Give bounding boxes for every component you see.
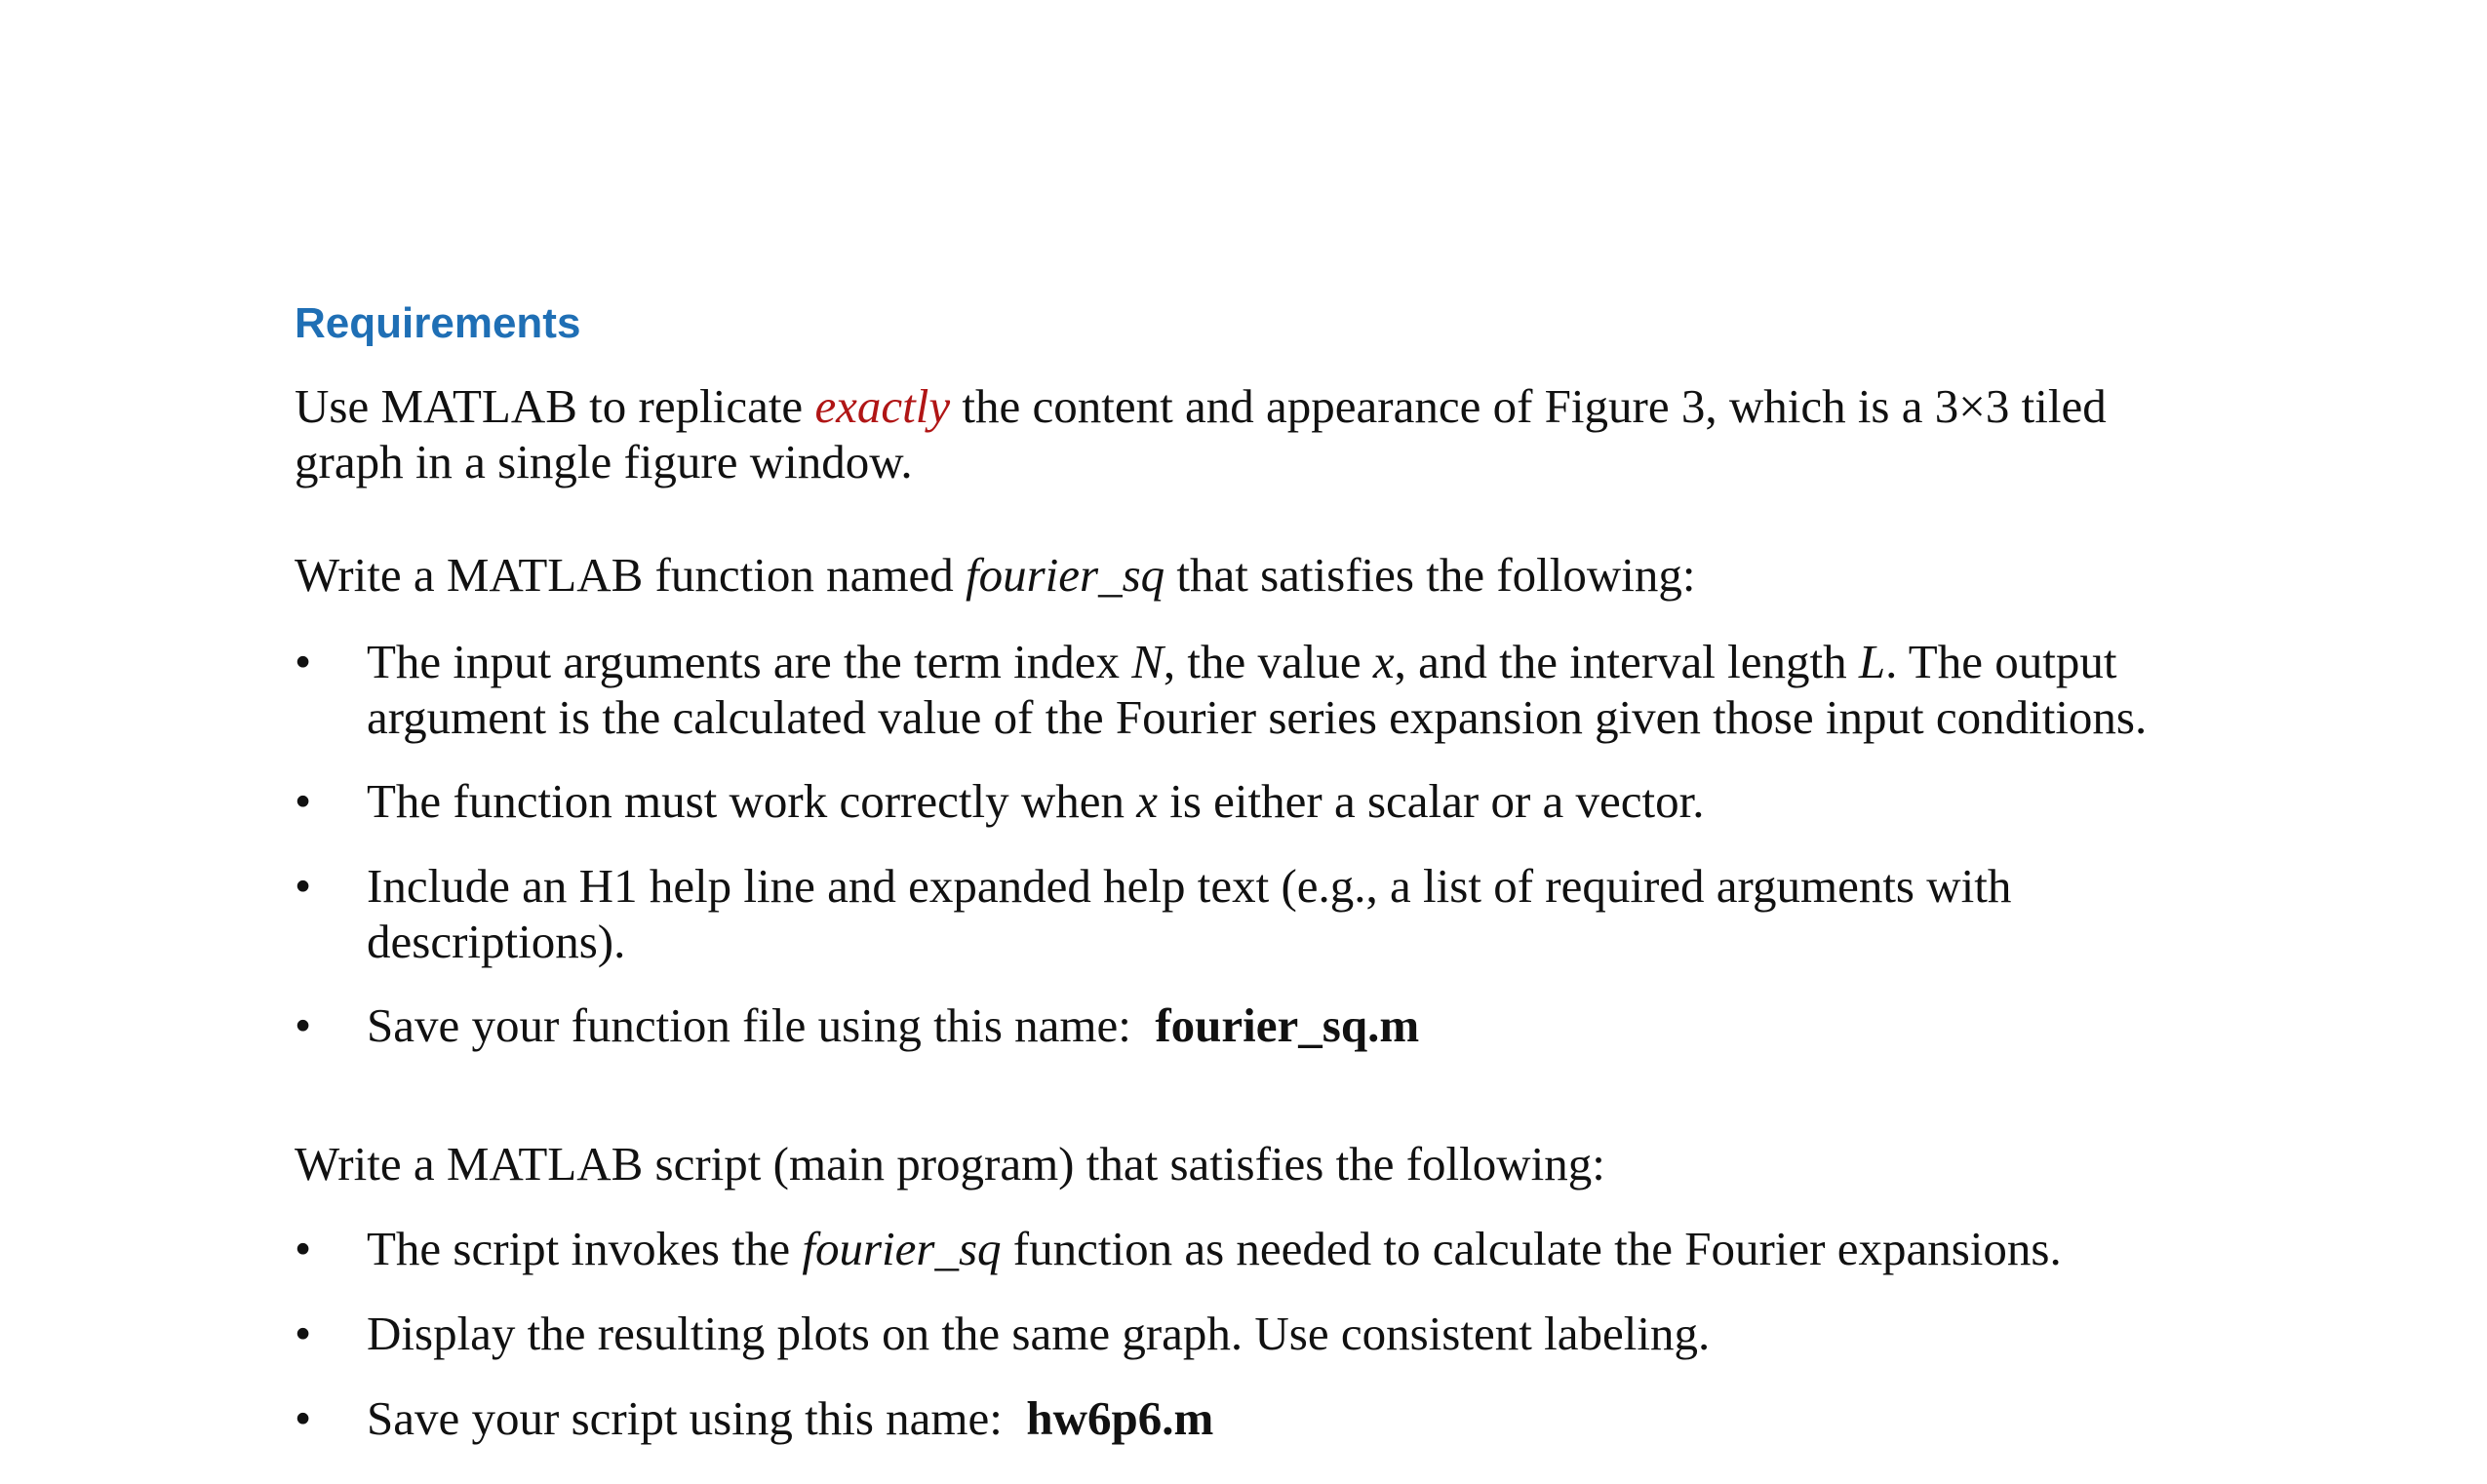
bullet-icon: • bbox=[295, 1307, 312, 1360]
emphasis-text: exactly bbox=[814, 379, 951, 433]
var-x: x bbox=[1372, 635, 1395, 688]
section-heading: Requirements bbox=[295, 299, 581, 347]
bullet-icon: • bbox=[295, 635, 312, 688]
intro-line-1: Use MATLAB to replicate exactly the content and appearance of Figure 3, which is a 3×3 tiled bbox=[295, 379, 2107, 433]
function-filename: fourier_sq.m bbox=[1155, 998, 1420, 1052]
script-section-lead: Write a MATLAB script (main program) that satisfies the following: bbox=[295, 1137, 1605, 1191]
bullet-icon: • bbox=[295, 1222, 312, 1275]
var-N: N bbox=[1131, 635, 1164, 688]
document-page: Requirements Use MATLAB to replicate exactly the content and appearance of Figure 3, which is a 3×3 tiled graph in a single figure window. Write a MATLAB function named fourier_sq that satisfies the following: • The input arguments are the term index N, the value x, and the interval length L. The output argument is the calculated value of the Fourier series expansion given those input conditions. • The function must work correctly when x is either a scalar or a vector. • Include an H1 help line and expanded help text (e.g., a list of required arguments with descriptions). • Save your function file using this name: fourier_sq.m Write a MATLAB script (main program) that satisfies the following: • The script invokes the fourier_sq function as needed to calculate the Fourier expansions. • Display the resulting plots on the same graph. Use consistent labeling. • Save your script using this name: hw6p6.m bbox=[0, 0, 2487, 1484]
bullet-icon: • bbox=[295, 774, 312, 828]
intro-paragraph bbox=[295, 378, 2245, 489]
function-section-lead: Write a MATLAB function named fourier_sq that satisfies the following: bbox=[295, 548, 1696, 602]
function-name: fourier_sq bbox=[802, 1222, 1002, 1275]
bullet-icon: • bbox=[295, 859, 312, 913]
bullet-icon: • bbox=[295, 1391, 312, 1445]
var-L: L bbox=[1858, 635, 1886, 688]
script-filename: hw6p6.m bbox=[1026, 1391, 1214, 1445]
bullet-icon: • bbox=[295, 998, 312, 1052]
intro-line-2: graph in a single figure window. bbox=[295, 435, 913, 488]
function-name: fourier_sq bbox=[965, 548, 1165, 602]
var-x: x bbox=[1136, 774, 1158, 828]
